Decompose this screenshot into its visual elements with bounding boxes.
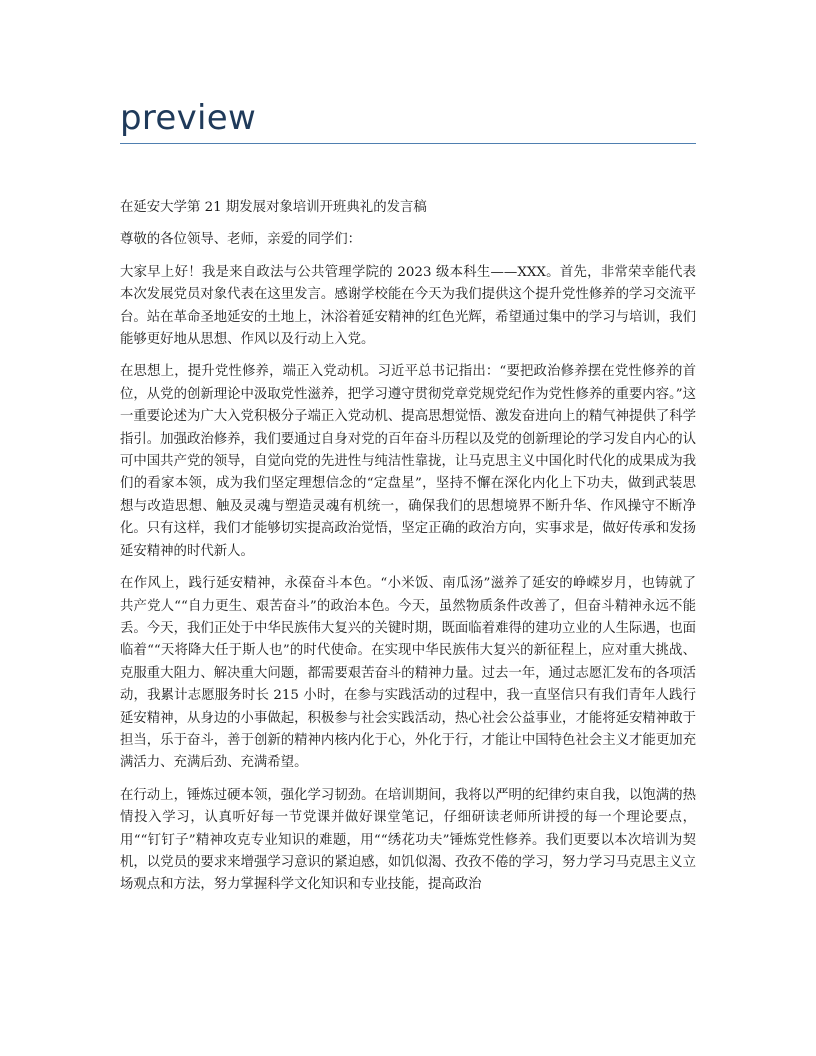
page-title: preview — [120, 98, 257, 138]
title-divider — [120, 143, 696, 144]
document-body — [120, 197, 696, 907]
salutation: 尊敬的各位领导、老师，亲爱的同学们： — [120, 232, 362, 248]
paragraph-style: 在作风上，践行延安精神，永葆奋斗本色。“小米饭、南瓜汤”滋养了延安的峥嵘岁月，也铸就了共产党人““自力更生、艰苦奋斗”的政治本色。今天，虽然物质条件改善了，但奋斗精神永远不能丢。今天，我们正处于中华民族伟大复兴的关键时期，既面临着难得的建功立业的人生际遇，也面临着““天将降大任于斯人也”的时代使命。在实现中华民族伟大复兴的新征程上，应对重大挑战、克服重大阻力、解决重大问题，都需要艰苦奋斗的精神力量。过去一年，通过志愿汇发布的各项活动，我累计志愿服务时长 215 小时，在参与实践活动的过程中，我一直坚信只有我们青年人践行延安精神，从身边的小事做起，积极参与社会实践活动，热心社会公益事业，才能将延安精神敢于担当，乐于奋斗，善于创新的精神内核内化于心，外化于行，才能让中国特色社会主义才能更加充满活力、充满后劲、充满希望。 — [120, 576, 696, 771]
paragraph-intro: 大家早上好！我是来自政法与公共管理学院的 2023 级本科生——XXX。首先，非常荣幸能代表本次发展党员对象代表在这里发言。感谢学校能在今天为我们提供这个提升党性修养的学习交流平台。站在革命圣地延安的土地上，沐浴着延安精神的红色光辉，希望通过集中的学习与培训，我们能够更好地从思想、作风以及行动上入党。 — [120, 264, 696, 348]
paragraph-thought: 在思想上，提升党性修养，端正入党动机。习近平总书记指出：“要把政治修养摆在党性修养的首位，从党的创新理论中汲取党性滋养，把学习遵守贯彻党章党规党纪作为党性修养的重要内容。”这一重要论述为广大入党积极分子端正入党动机、提高思想觉悟、激发奋进向上的精气神提供了科学指引。加强政治修养，我们要通过自身对党的百年奋斗历程以及党的创新理论的学习发自内心的认可中国共产党的领导，自觉向党的先进性与纯洁性靠拢，让马克思主义中国化时代化的成果成为我们的看家本领，成为我们坚定理想信念的“定盘星”，坚持不懈在深化内化上下功夫，做到武装思想与改造思想、触及灵魂与塑造灵魂有机统一，确保我们的思想境界不断升华、作风操守不断净化。只有这样，我们才能够切实提高政治觉悟，坚定正确的政治方向，实事求是，做好传承和发扬延安精神的时代新人。 — [120, 364, 696, 559]
paragraph-action: 在行动上，锤炼过硬本领，强化学习韧劲。在培训期间，我将以严明的纪律约束自我，以饱满的热情投入学习，认真听好每一节党课并做好课堂笔记，仔细研读老师所讲授的每一个理论要点，用““钉钉子”精神攻克专业知识的难题，用““绣花功夫”锤炼党性修养。我们更要以本次培训为契机，以党员的要求来增强学习意识的紧迫感，如饥似渴、孜孜不倦的学习，努力学习马克思主义立场观点和方法，努力掌握科学文化知识和专业技能，提高政治 — [120, 787, 696, 893]
speech-heading: 在延安大学第 21 期发展对象培训开班典礼的发言稿 — [120, 200, 427, 215]
